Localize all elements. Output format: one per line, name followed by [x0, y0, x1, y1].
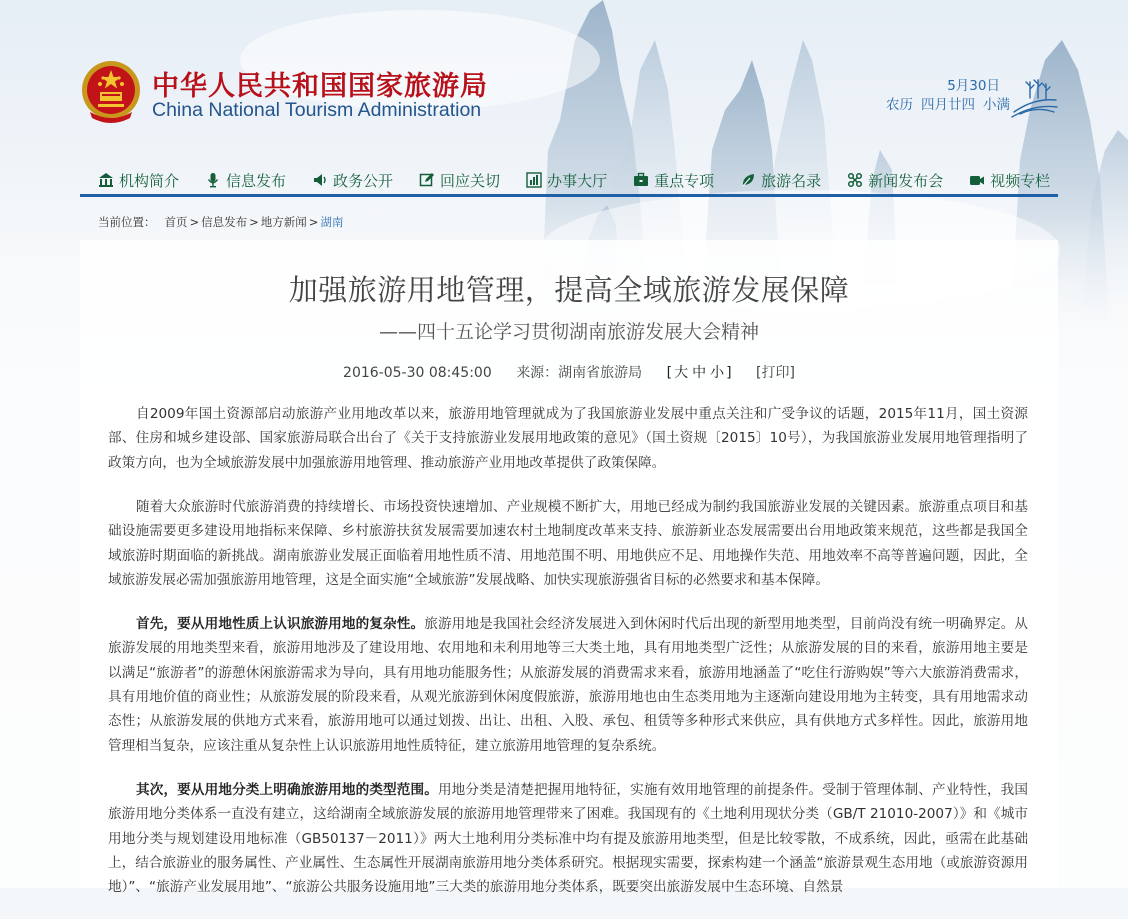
article-paragraph: [108, 495, 1028, 593]
breadcrumb-separator: >: [249, 215, 259, 229]
national-emblem-logo[interactable]: [80, 58, 142, 124]
paragraph-text: 随着大众旅游时代旅游消费的持续增长、市场投资快速增加、产业规模不断扩大，用地已经成为制约我国旅游业发展的关键因素。旅游重点项目和基础设施需要更多建设用地指标来保障、乡村旅游扶贫发展需要加速农村土地制度改革来支持、旅游新业态发展需要出台用地政策来规范，这些都是我国全域旅游时期面临的新挑战。湖南旅游业发展正面临着用地性质不清、用地范围不明、用地供应不足、用地操作失范、用地效率不高等普遍问题，因此，全域旅游发展必需加强旅游用地管理，这是全面实施“全域旅游”发展战略、加快实现旅游强省目标的必然要求和基本保障。: [108, 498, 1028, 588]
nav-item-service-hall[interactable]: [509, 168, 616, 192]
nav-item-info[interactable]: [188, 168, 295, 192]
article-paragraph: [108, 612, 1028, 758]
site-title-en: China National Tourism Administration: [152, 99, 482, 121]
article-subtitle: ——四十五论学习贯彻湖南旅游发展大会精神: [378, 321, 759, 343]
nav-item-directory[interactable]: [723, 168, 830, 192]
solar-term: 小满: [983, 97, 1010, 113]
article-title: 加强旅游用地管理，提高全域旅游发展保障: [288, 273, 850, 307]
article-source: 来源：湖南省旅游局: [516, 365, 643, 381]
nav-label: 旅游名录: [761, 171, 822, 190]
nav-label: 回应关切: [440, 171, 501, 190]
paragraph-text: 用地分类是清楚把握用地特征，实施有效用地管理的前提条件。受制于管理体制、产业特性，我国旅游用地分类体系一直没有建立，这给湖南全域旅游发展的旅游用地管理带来了困难。我国现有的《土地利用现状分类（GB/T 21010-2007）》和《城市用地分类与规划建设用地标准（GB50137－2011）》两大土地利用分类标准中均有提及旅游用地类型，但是比较零散，不成系统，因此，亟需在此基础上，结合旅游业的服务属性、产业属性、生态属性开展湖南旅游用地分类体系研究。根据现实需要，探索构建一个涵盖“旅游景观生态用地（或旅游资源用地）”、“旅游产业发展用地”、“旅游公共服务设施用地”三大类的旅游用地分类体系，既要突出旅游发展中生态环境、自然景: [108, 781, 1028, 896]
leaf-icon: [740, 172, 756, 188]
breadcrumb-home-link[interactable]: 首页: [164, 215, 188, 229]
nav-label: 政务公开: [333, 171, 394, 190]
nav-label: 办事大厅: [547, 171, 608, 190]
paragraph-text: 自2009年国土资源部启动旅游产业用地改革以来，旅游用地管理就成为了我国旅游业发展中重点关注和广受争议的话题，2015年11月，国土资源部、住房和城乡建设部、国家旅游局联合出台了《关于支持旅游业发展用地政策的意见》（国土资规〔2015〕10号），为我国旅游业发展用地管理指明了政策方向，也为全域旅游发展中加强旅游用地管理、推动旅游产业用地改革提供了政策保障。: [108, 406, 1028, 471]
nav-item-press[interactable]: [830, 168, 952, 192]
article-paragraph: [108, 402, 1028, 475]
nav-label: 重点专项: [654, 171, 715, 190]
paragraph-text: 旅游用地是我国社会经济发展进入到休闲时代后出现的新型用地类型，目前尚没有统一明确界定。从旅游发展的用地类型来看，旅游用地涉及了建设用地、农用地和未利用地等三大类土地，具有用地类型广泛性；从旅游发展的目的来看，旅游用地主要是以满足“旅游者”的游憩休闲旅游需求为导向，具有用地功能服务性；从旅游发展的消费需求来看，旅游用地涵盖了“吃住行游购娱”等六大旅游消费需求，具有用地价值的商业性；从旅游发展的阶段来看，从观光旅游到休闲度假旅游，旅游用地也由生态类用地为主逐渐向建设用地为主转变，具有用地需求动态性；从旅游发展的供地方式来看，旅游用地可以通过划拨、出让、出租、入股、承包、租赁等多种形式来供应，具有供地方式多样性。因此，旅游用地管理相当复杂，应该注重从复杂性上认识旅游用地性质特征，建立旅游用地管理的复杂系统。: [108, 615, 1029, 754]
font-size-large-button[interactable]: 大: [674, 365, 689, 381]
nav-item-key-projects[interactable]: [616, 168, 723, 192]
site-title-cn: 中华人民共和国国家旅游局: [152, 71, 488, 102]
nav-label: 视频专栏: [990, 171, 1051, 190]
lunar-day: 四月廿四: [921, 97, 975, 113]
article-body: [108, 402, 1028, 919]
nav-label: 信息发布: [226, 171, 287, 190]
breadcrumb-info-link[interactable]: 信息发布: [201, 215, 248, 229]
nav-item-video[interactable]: [952, 168, 1059, 192]
bracket-open: [: [666, 365, 673, 381]
breadcrumb-separator: >: [189, 215, 200, 229]
nav-item-affairs[interactable]: [295, 168, 402, 192]
lunar-date: [878, 96, 1010, 115]
chart-icon: [526, 172, 542, 188]
breadcrumb-hunan-link[interactable]: 湖南: [320, 215, 344, 229]
wheat-field-icon: [1010, 76, 1058, 118]
speaker-icon: [312, 172, 328, 188]
article-meta: [80, 362, 1058, 382]
date-widget: [878, 77, 1010, 115]
bracket-close: ]: [726, 365, 732, 381]
paragraph-lead: 首先，要从用地性质上认识旅游用地的复杂性。: [136, 615, 425, 632]
breadcrumb-label: 当前位置：: [98, 215, 156, 229]
paragraph-lead: 其次，要从用地分类上明确旅游用地的类型范围。: [136, 781, 438, 798]
breadcrumb-local-news-link[interactable]: 地方新闻: [260, 215, 307, 229]
video-icon: [969, 172, 985, 188]
article-paragraph: [108, 778, 1028, 900]
solar-date: 5月30日: [947, 78, 1000, 94]
font-size-medium-button[interactable]: 中: [692, 365, 707, 381]
building-icon: [98, 172, 114, 188]
edit-icon: [419, 172, 435, 188]
briefcase-icon: [633, 172, 649, 188]
nav-item-response[interactable]: [402, 168, 509, 192]
font-size-switcher: [667, 365, 732, 381]
font-size-small-button[interactable]: 小: [710, 365, 725, 381]
breadcrumb-separator: >: [308, 215, 319, 229]
microphone-icon: [205, 172, 221, 188]
nav-item-about[interactable]: [80, 168, 188, 192]
lunar-label: 农历: [886, 97, 913, 113]
page-container: [80, 0, 1058, 896]
breadcrumb: [98, 214, 343, 230]
network-icon: [847, 172, 863, 188]
nav-label: 新闻发布会: [868, 171, 944, 190]
nav-label: 机构简介: [119, 171, 180, 190]
publish-datetime: 2016-05-30 08:45:00: [343, 365, 492, 381]
main-nav: [80, 168, 1058, 197]
print-button[interactable]: [打印]: [756, 365, 795, 381]
